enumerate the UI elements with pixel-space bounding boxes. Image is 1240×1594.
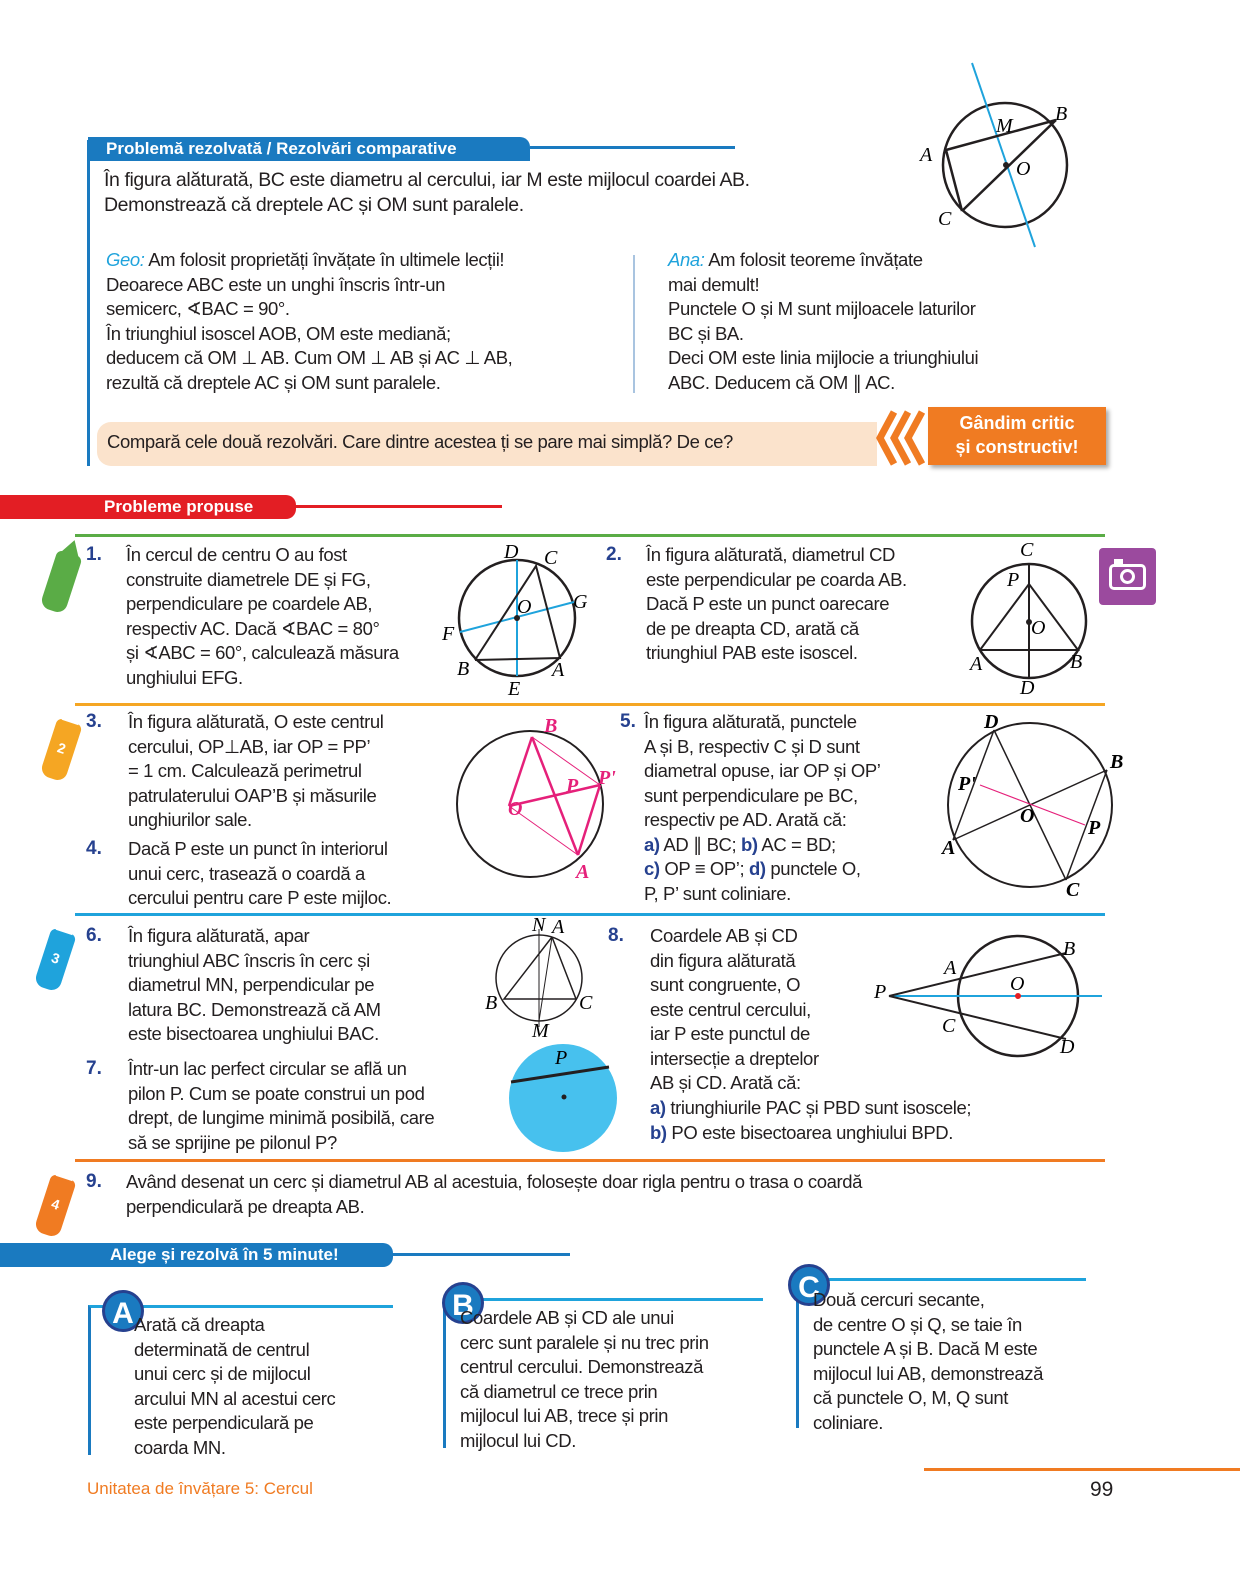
- figure-label: B: [485, 992, 498, 1014]
- level-crayon-3: 3: [33, 927, 76, 992]
- text-line: punctele A și B. Dacă M este: [813, 1338, 1038, 1359]
- figure-label: A: [920, 144, 933, 166]
- letter-a-badge: A: [102, 1290, 144, 1332]
- text-line: Având desenat un cerc și diametrul AB al acestuia, folosește doar rigla pentru o trasa o coardă: [126, 1171, 863, 1192]
- text-line: mijlocul lui CD.: [460, 1429, 576, 1451]
- text-line: OP ≡ OP’;: [659, 858, 749, 879]
- text-line: cerc sunt paralele și nu trec prin: [460, 1331, 709, 1353]
- text-line: În triunghiul isoscel AOB, OM este mediană;: [106, 322, 451, 344]
- page-number: 99: [1090, 1478, 1114, 1501]
- footer-line: [924, 1468, 1240, 1471]
- critical-thinking-badge: [928, 407, 1106, 465]
- text-line: Coardele AB și CD ale unui: [460, 1307, 674, 1328]
- text-line: În figura alăturată, apar: [128, 925, 310, 946]
- text-line: Deoarece ABC este un unghi înscris într-un: [106, 273, 446, 295]
- figure-label: A: [942, 837, 956, 859]
- problem-3-figure: [450, 712, 616, 887]
- column-divider: [633, 255, 635, 393]
- problem-5-figure: [940, 710, 1130, 900]
- figure-label: O: [517, 596, 532, 618]
- text-line: AB și CD. Arată că:: [650, 1072, 801, 1093]
- subitem-label: d): [749, 858, 766, 879]
- level-line-4: [75, 1159, 1105, 1162]
- text-line: punctele O,: [765, 858, 861, 879]
- proposed-header: Probleme propuse: [0, 495, 296, 519]
- solved-left-border: [87, 140, 90, 466]
- text-line: mijlocul lui AB, demonstrează: [813, 1362, 1044, 1384]
- figure-label: B: [457, 658, 470, 680]
- figure-label: A: [970, 653, 983, 675]
- problem-number: 6.: [86, 925, 102, 946]
- text-line: BC și BA.: [668, 322, 744, 344]
- text-line: latura BC. Demonstrează că AM: [128, 998, 381, 1020]
- quick-b-text: [460, 1306, 709, 1453]
- problem-8-lines: [650, 924, 819, 1096]
- problem-2-text: [646, 543, 907, 666]
- problem-5-text: [644, 710, 881, 906]
- subitem-label: a): [644, 833, 660, 855]
- subitems-cd: [644, 857, 881, 882]
- figure-label: P: [555, 1047, 568, 1069]
- level-crayon-2: 2: [39, 717, 82, 782]
- text-line: Am folosit teoreme învățate: [704, 249, 923, 270]
- badge-line: Gândim critic: [959, 413, 1075, 433]
- text-line: respectiv AC. Dacă ∢BAC = 80°: [126, 617, 380, 639]
- problem-number: 7.: [86, 1058, 102, 1079]
- figure-label: D: [1060, 1036, 1075, 1058]
- problem-3-text: [128, 710, 383, 833]
- text-line: PO este bisectoarea unghiului BPD.: [666, 1121, 953, 1143]
- subitem-label: b): [740, 833, 758, 855]
- text-line: centrul cercului. Demonstrează: [460, 1356, 703, 1377]
- proposed-header-line: [296, 505, 502, 508]
- compare-prompt: [97, 422, 877, 466]
- text-line: din figura alăturată: [650, 949, 796, 971]
- text-line: Într-un lac perfect circular se află un: [128, 1058, 407, 1079]
- figure-label: B: [1070, 651, 1083, 673]
- figure-label: F: [442, 623, 455, 645]
- figure-label: C: [1020, 539, 1034, 561]
- text-line: că punctele O, M, Q sunt: [813, 1387, 1009, 1408]
- text-line: determinată de centrul: [134, 1338, 310, 1360]
- figure-label: B: [1110, 751, 1124, 773]
- text-line: este perpendiculară pe: [134, 1412, 314, 1433]
- problem-6-text: [128, 924, 381, 1047]
- text-line: unghiurilor sale.: [128, 809, 252, 830]
- problem-number: 8.: [608, 925, 624, 946]
- text-line: intersecție a dreptelor: [650, 1047, 819, 1069]
- text-line: construite diametrele DE și FG,: [126, 568, 371, 590]
- text-line: unui cerc, trasează o coardă a: [128, 862, 365, 884]
- text-line: = 1 cm. Calculează perimetrul: [128, 760, 362, 781]
- quick-c-text: [813, 1288, 1043, 1435]
- level-line-1: [75, 534, 1105, 537]
- text-line: sunt perpendiculare pe BC,: [644, 784, 858, 806]
- text-line: rezultă că dreptele AC și OM sunt paralele.: [106, 371, 441, 393]
- solved-statement: [104, 168, 750, 217]
- problem-9-text: [126, 1170, 862, 1219]
- text-line: să se sprijine pe pilonul P?: [128, 1131, 337, 1153]
- problem-number: 2.: [606, 544, 622, 565]
- text-line: pilon P. Cum se poate construi un pod: [128, 1082, 425, 1104]
- subitem-label: b): [650, 1121, 667, 1143]
- level-line-2: [75, 703, 1105, 706]
- text-line: În cercul de centru O au fost: [126, 544, 347, 565]
- figure-label: O: [1016, 158, 1031, 180]
- text-line: perpendiculare pe coardele AB,: [126, 593, 373, 614]
- figure-label: P: [874, 981, 887, 1003]
- text-line: Punctele O și M sunt mijloacele laturilor: [668, 298, 976, 319]
- figure-label: M: [532, 1020, 549, 1042]
- text-line: În figura alăturată, BC este diametru al cercului, iar M este mijlocul coardei AB.: [104, 169, 750, 191]
- text-line: Dacă P este un punct oarecare: [646, 593, 890, 614]
- figure-label: E: [508, 678, 521, 700]
- problem-5-lines: [644, 710, 881, 833]
- letter-b-badge: B: [442, 1282, 484, 1324]
- text-line: respectiv pe AD. Arată că:: [644, 809, 847, 830]
- text-line: unui cerc și de mijlocul: [134, 1363, 311, 1384]
- figure-label: D: [984, 711, 999, 733]
- problem-8-subitems: [650, 1096, 971, 1145]
- figure-label: O: [1010, 973, 1025, 995]
- figure-label: P: [566, 775, 579, 797]
- figure-label: A: [944, 957, 957, 979]
- geo-label: Geo:: [106, 249, 145, 270]
- figure-label: A: [576, 861, 590, 883]
- letter-c-badge: C: [788, 1264, 830, 1306]
- text-line: Coardele AB și CD: [650, 925, 798, 946]
- figure-label: P': [958, 773, 976, 795]
- text-line: de pe dreapta CD, arată că: [646, 617, 859, 639]
- problem-number: 9.: [86, 1171, 102, 1192]
- figure-label: A: [552, 659, 565, 681]
- text-line: arcului MN al acestui cerc: [134, 1387, 336, 1409]
- text-line: triunghiul ABC înscris în cerc și: [128, 949, 370, 971]
- problem-1-text: [126, 543, 399, 690]
- text-line: coliniare.: [813, 1411, 884, 1433]
- figure-label: C: [938, 208, 952, 230]
- problem-number: 1.: [86, 544, 102, 565]
- text-line: de centre O și Q, se taie în: [813, 1313, 1022, 1335]
- text-line: deducem că OM ⊥ AB. Cum OM ⊥ AB și AC ⊥ AB,: [106, 347, 513, 368]
- text-line: diametrul MN, perpendicular pe: [128, 974, 375, 995]
- level-crayon-4: 4: [33, 1173, 76, 1238]
- text-line: că diametrul ce trece prin: [460, 1380, 658, 1402]
- ana-label: Ana:: [668, 249, 705, 270]
- solved-header-line: [530, 146, 735, 149]
- figure-label: O: [1020, 805, 1035, 827]
- text-line: Deci OM este linia mijlocie a triunghiului: [668, 347, 979, 368]
- text-line: mijlocul lui AB, trece și prin: [460, 1405, 669, 1426]
- text-line: perpendiculară pe dreapta AB.: [126, 1195, 365, 1217]
- level-crayon-1: 1: [39, 549, 82, 614]
- text-line: Dacă P este un punct în interiorul: [128, 838, 388, 859]
- figure-label: D: [504, 541, 519, 563]
- chevrons-icon: [874, 408, 928, 468]
- text-line: sunt congruente, O: [650, 974, 801, 995]
- text-line: patrulaterului OAP’B și măsurile: [128, 784, 377, 806]
- text-line: drept, de lungime minimă posibilă, care: [128, 1107, 435, 1128]
- text-line: este centrul cercului,: [650, 998, 811, 1020]
- problem-6-figure: [480, 915, 600, 1040]
- text-line: triunghiurile PAC și PBD sunt isoscele;: [665, 1097, 972, 1118]
- problem-4-text: [128, 837, 391, 911]
- text-line: Demonstrează că dreptele AC și OM sunt paralele.: [104, 193, 524, 216]
- footer-unit: Unitatea de învățare 5: Cercul: [87, 1479, 313, 1498]
- figure-label: G: [573, 591, 588, 613]
- solved-header: Problemă rezolvată / Rezolvări comparative: [88, 137, 530, 161]
- text-line: Două cercuri secante,: [813, 1289, 985, 1310]
- quick-header-line: [393, 1253, 570, 1256]
- problem-7-text: [128, 1057, 434, 1155]
- text-line: mai demult!: [668, 273, 760, 295]
- text-line: AC = BD;: [757, 833, 836, 855]
- figure-label: C: [1066, 879, 1080, 901]
- text-line: cercului, OP⊥AB, iar OP = PP’: [128, 735, 371, 757]
- quick-a-text: [134, 1313, 335, 1460]
- subitems-ab: [644, 833, 881, 858]
- text-line: cercului pentru care P este mijloc.: [128, 887, 392, 908]
- figure-label: D: [1020, 677, 1035, 699]
- ana-solution: [668, 248, 978, 395]
- text-line: P, P’ sunt coliniare.: [644, 882, 791, 904]
- badge-line: și constructiv!: [955, 437, 1079, 457]
- text-line: semicerc, ∢BAC = 90°.: [106, 298, 290, 319]
- figure-label: B: [1055, 103, 1068, 125]
- problem-number: 5.: [620, 711, 636, 732]
- text-line: și ∢ABC = 60°, calculează măsura: [126, 642, 399, 663]
- text-line: ABC. Deducem că OM ∥ AC.: [668, 371, 895, 393]
- text-line: În figura alăturată, diametrul CD: [646, 544, 896, 565]
- problem-number: 3.: [86, 711, 102, 732]
- figure-label: C: [942, 1015, 956, 1037]
- text-line: este perpendicular pe coarda AB.: [646, 568, 907, 590]
- camera-icon[interactable]: [1099, 548, 1156, 605]
- compare-text: Compară cele două rezolvări. Care dintre acestea ți se pare mai simplă? De ce?: [107, 431, 733, 452]
- text-line: În figura alăturată, punctele: [644, 711, 857, 732]
- figure-label: P: [1088, 817, 1101, 839]
- figure-label: A: [552, 916, 565, 938]
- geo-solution: [106, 248, 512, 395]
- figure-label: B: [544, 715, 558, 737]
- subitem-label: a): [650, 1097, 666, 1118]
- text-line: diametral opuse, iar OP și OP’: [644, 760, 881, 781]
- figure-label: O: [1031, 617, 1046, 639]
- problem-8-text: [650, 924, 819, 1096]
- figure-label: M: [996, 115, 1013, 137]
- text-line: iar P este punctul de: [650, 1023, 810, 1044]
- problem-1-figure: [440, 540, 600, 700]
- text-line: este bisectoarea unghiului BAC.: [128, 1023, 379, 1044]
- text-line: coarda MN.: [134, 1436, 226, 1458]
- solved-figure: [910, 65, 1080, 255]
- figure-label: P: [1007, 569, 1020, 591]
- text-line: AD ∥ BC;: [659, 833, 741, 855]
- figure-label: O: [508, 798, 523, 820]
- figure-label: B: [1063, 938, 1076, 960]
- figure-label: N: [532, 914, 546, 936]
- text-line: triunghiul PAB este isoscel.: [646, 642, 858, 663]
- problem-2-figure: [960, 538, 1100, 698]
- text-line: A și B, respectiv C și D sunt: [644, 735, 860, 757]
- subitem-label: c): [644, 858, 660, 879]
- figure-label: C: [544, 547, 558, 569]
- text-line: Am folosit proprietăți învățate în ultimele lecții!: [144, 249, 505, 270]
- text-line: Arată că dreapta: [134, 1314, 265, 1335]
- figure-label: C: [579, 992, 593, 1014]
- quick-header: Alege și rezolvă în 5 minute!: [0, 1243, 393, 1267]
- text-line: unghiului EFG.: [126, 666, 243, 688]
- figure-label: P': [598, 767, 616, 789]
- problem-number: 4.: [86, 838, 102, 859]
- problem-7-figure: [505, 1040, 620, 1155]
- problem-8-figure: [870, 930, 1110, 1060]
- text-line: În figura alăturată, O este centrul: [128, 711, 384, 732]
